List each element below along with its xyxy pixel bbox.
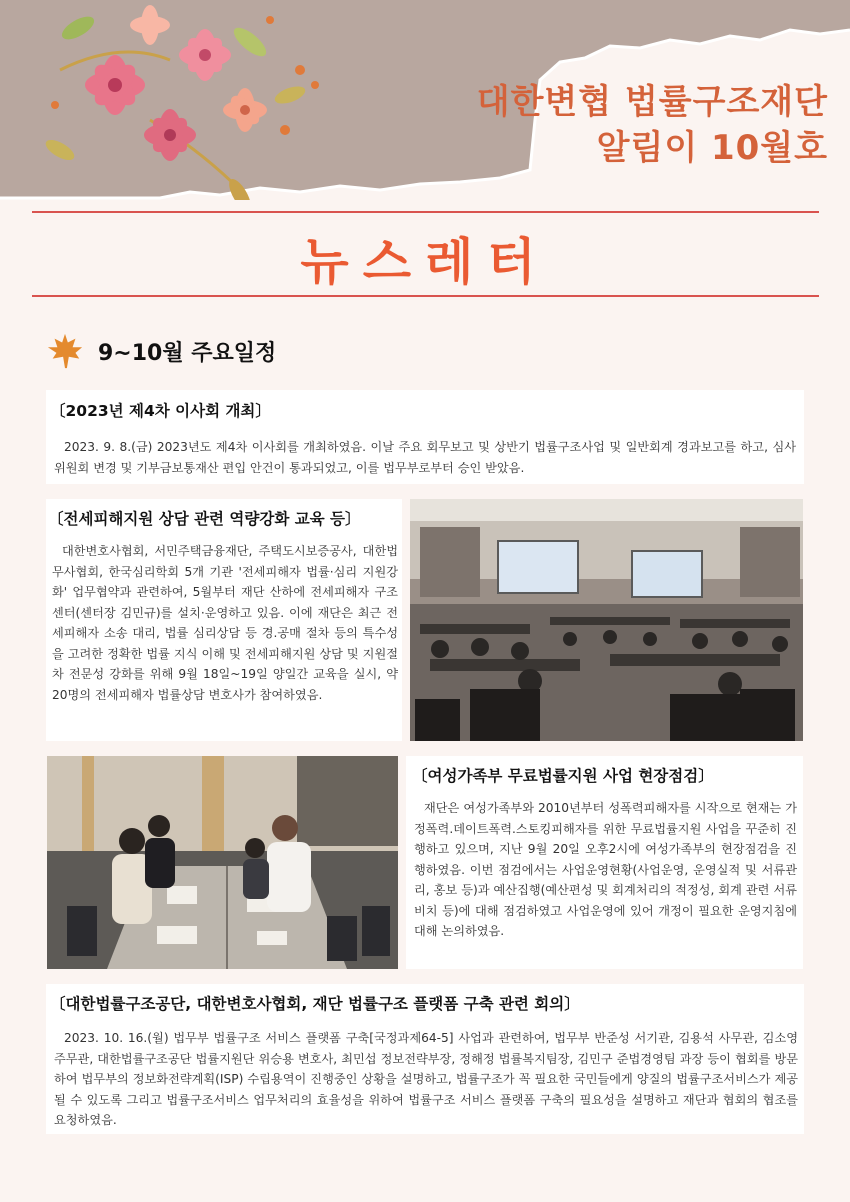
article-title: 〔2023년 제4차 이사회 개최〕 [50, 402, 271, 420]
article-family-ministry-inspection [406, 756, 803, 969]
section-header [46, 332, 276, 370]
section-title: 9~10월 주요일정 [98, 340, 277, 366]
header-subtitle: 알림이 10월호 [596, 128, 828, 168]
article-title: 〔전세피해지원 상담 관련 역량강화 교육 등〕 [48, 510, 361, 528]
header-banner [0, 0, 850, 200]
article-title: 〔여성가족부 무료법률지원 사업 현장점검〕 [412, 767, 714, 785]
seminar-photo [410, 499, 803, 741]
article-body: 2023. 10. 16.(월) 법무부 법률구조 서비스 플랫폼 구축[국정과제64-5] 사업과 관련하여, 법무부 반준성 서기관, 김용석 사무관, 김소영 주무관, 대한법률구조공단 법률지원단 위승용 변호사, 최민섭 정보전략부장, 정해정 법률복지팀장, 김민구 준법경영팀 과장 등이 협회를 방문하여 법무부의 정보화전략계획(ISP) 수립용역이 진행중인 상황을 설명하고, 법률구조가 꼭 필요한 국민들에게 양질의 법률구조서비스가 제공될 수 있도록 그리고 법률구조서비스 업무처리의 효율성을 위하여 법률구조 서비스 플랫폼 구축의 필요성을 설명하고 재단과 협회의 협조를 요청하였음. [54, 1031, 798, 1127]
bottom-divider [32, 295, 819, 297]
article-jeonse-education [46, 499, 402, 741]
article-title: 〔대한법률구조공단, 대한변호사협회, 재단 법률구조 플랫폼 구축 관련 회의〕 [50, 995, 580, 1013]
article-body: 대한변호사협회, 서민주택금융재단, 주택도시보증공사, 대한법무사협회, 한국심리학회 5개 기관 '전세피해자 법률·심리 지원강화' 업무협약과 관련하여, 5월부터 재단 산하에 전세피해자 구조센터(센터장 김민규)를 설치·운영하고 있음. 이에 재단은 최근 전세피해자 소송 대리, 법률 심리상담 등 경.공매 절차 등의 특수성을 고려한 정확한 법률 지식 이해 및 전세피해지원 상담 및 지원절차 전문성 강화를 위해 9월 18일~19일 양일간 교육을 실시, 약 20명의 전세피해자 법률상담 변호사가 참여하였음. [52, 544, 398, 702]
top-divider [32, 211, 819, 213]
article-platform-meeting [46, 984, 804, 1134]
article-body: 재단은 여성가족부와 2010년부터 성폭력피해자를 시작으로 현재는 가정폭력.데이트폭력.스토킹피해자를 위한 무료법률지원 사업을 꾸준히 진행하고 있으며, 지난 9월 20일 오후2시에 여성가족부의 현장점검을 진행하였음. 이번 점검에서는 사업운영현황(사업운영, 운영실적 및 서류관리, 홍보 등)과 예산집행(예산편성 및 회계처리의 적정성, 회계 관련 서류비치 등)에 대해 점검하였고 사업운영에 있어 개정이 필요한 운영지침에 대해 논의하였음. [414, 801, 797, 938]
inspection-photo [47, 756, 398, 969]
article-body: 2023. 9. 8.(금) 2023년도 제4차 이사회를 개최하였음. 이날 주요 회무보고 및 상반기 법률구조사업 및 일반회계 경과보고를 하고, 심사위원회 변경 및 기부금보통재산 편입 안건이 통과되었고, 이를 법무부로부터 승인 받았음. [54, 440, 796, 475]
article-board-meeting [46, 390, 804, 484]
header-title: 대한변협 법률구조재단 [476, 82, 828, 122]
newsletter-heading: 뉴스레터 [300, 233, 550, 291]
maple-leaf-icon [46, 332, 84, 370]
